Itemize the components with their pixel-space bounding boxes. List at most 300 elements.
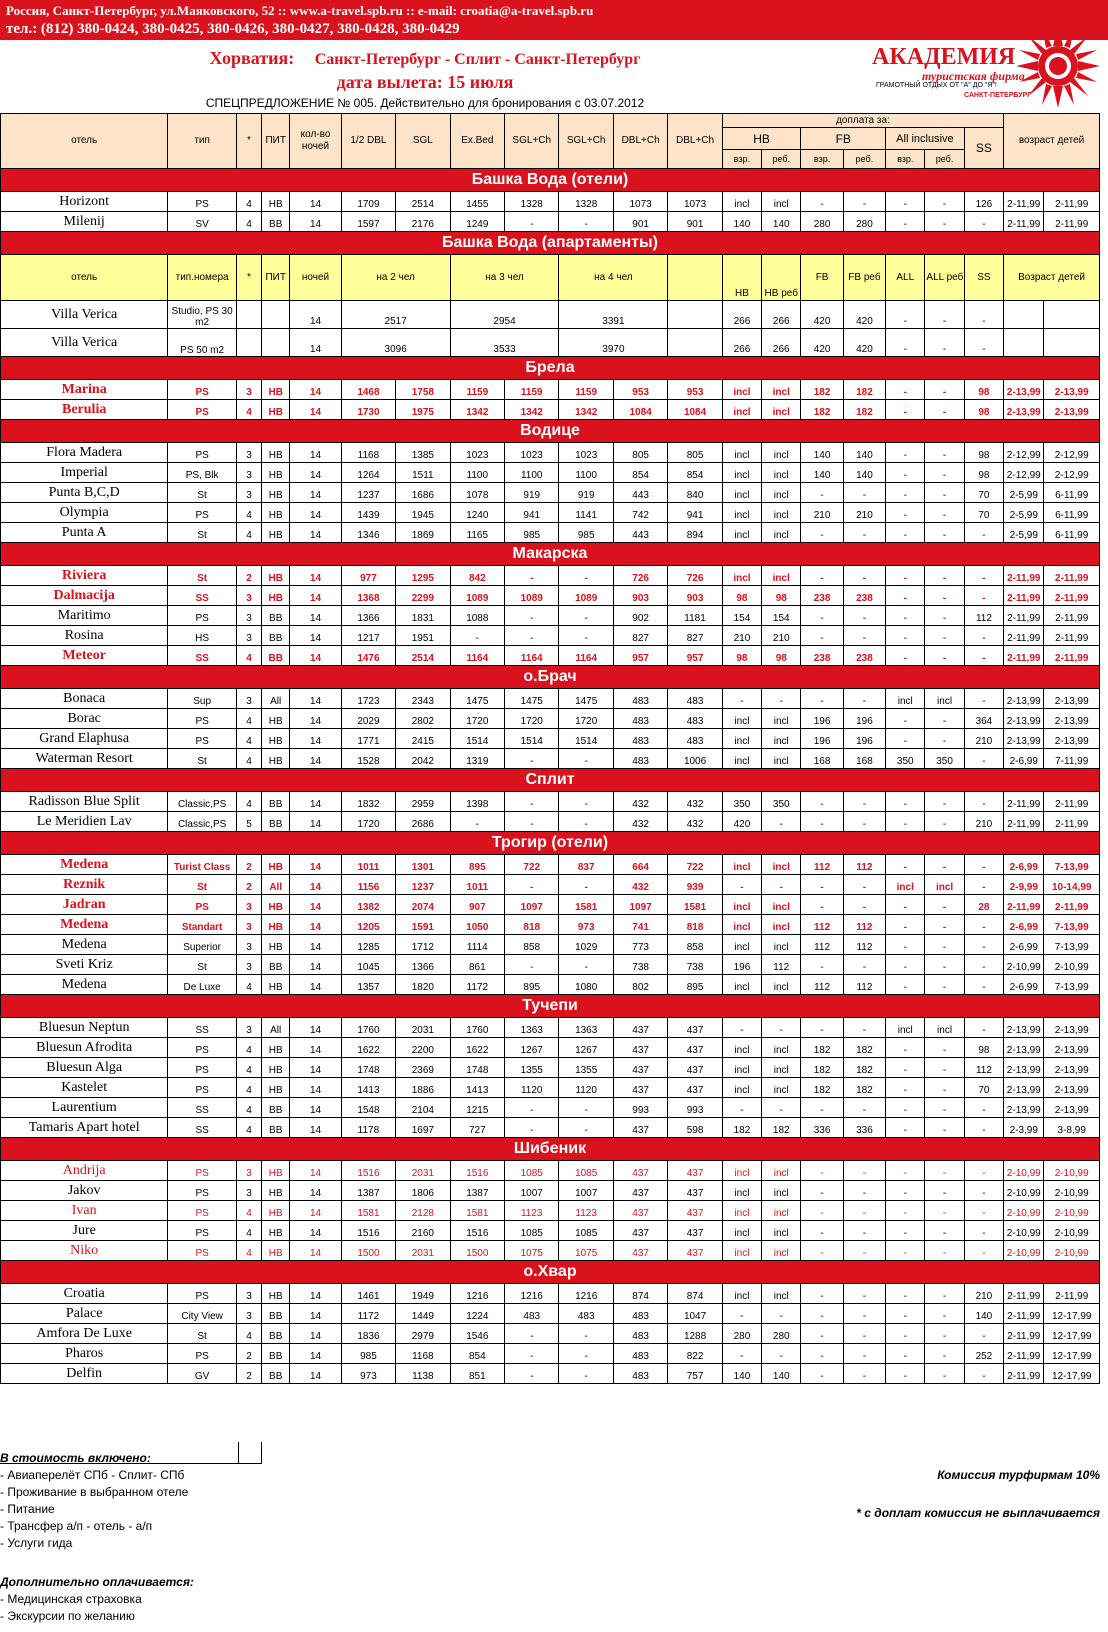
col-header: ночей (290, 255, 341, 301)
table-cell: - (886, 400, 925, 420)
hotel-name: Croatia (1, 1284, 168, 1304)
table-cell: 437 (613, 1078, 667, 1098)
table-row (1, 503, 1100, 523)
company-logo (872, 24, 1108, 104)
table-cell: 1084 (613, 400, 667, 420)
table-cell: 14 (290, 212, 341, 232)
table-cell: 1023 (450, 443, 504, 463)
table-cell: - (925, 1284, 964, 1304)
hotel-name: Flora Madera (1, 443, 168, 463)
table-cell: 1342 (450, 400, 504, 420)
table-cell: All (262, 875, 290, 895)
table-cell: 1449 (396, 1304, 450, 1324)
table-cell: BB (262, 1304, 290, 1324)
table-cell: 1328 (559, 192, 613, 212)
table-cell: 112 (801, 935, 843, 955)
table-cell: 112 (964, 1058, 1003, 1078)
table-cell: 5 (236, 812, 261, 832)
empty-cell (236, 301, 261, 329)
table-cell: BB (262, 626, 290, 646)
table-cell: 1159 (505, 380, 559, 400)
table-cell: HB (262, 1161, 290, 1181)
hotel-name: Punta A (1, 523, 168, 543)
table-cell: 2299 (396, 586, 450, 606)
table-cell: - (801, 1324, 843, 1344)
table-cell: incl (762, 729, 801, 749)
table-cell: 437 (613, 1058, 667, 1078)
table-cell: - (964, 1241, 1003, 1261)
table-cell: - (925, 503, 964, 523)
table-cell: 112 (964, 606, 1003, 626)
table-cell: St (168, 523, 237, 543)
table-cell: 437 (613, 1018, 667, 1038)
col-price-header: DBL+Ch (613, 114, 667, 169)
table-cell: 2-11,99 (1044, 792, 1100, 812)
table-cell: 1164 (505, 646, 559, 666)
hotel-name: Bluesun Alga (1, 1058, 168, 1078)
table-cell: - (925, 1324, 964, 1344)
col-price-header: Ex.Bed (450, 114, 504, 169)
col-header: SS (964, 255, 1003, 301)
table-cell: 2514 (396, 646, 450, 666)
table-cell: 2-11,99 (1044, 586, 1100, 606)
table-cell: SS (168, 586, 237, 606)
table-cell: - (925, 463, 964, 483)
table-cell: - (886, 792, 925, 812)
table-row (1, 1161, 1100, 1181)
table-cell: 2-13,99 (1044, 1018, 1100, 1038)
col-header: HB (722, 255, 761, 301)
table-cell: St (168, 749, 237, 769)
table-row (1, 192, 1100, 212)
table-cell: 1216 (505, 1284, 559, 1304)
table-cell: 802 (613, 975, 667, 995)
table-cell: 973 (559, 915, 613, 935)
table-cell: - (843, 626, 885, 646)
table-cell: 252 (964, 1344, 1003, 1364)
section-title: Водице (1, 420, 1100, 443)
table-cell: 1237 (341, 483, 395, 503)
table-cell: 12-17,99 (1044, 1344, 1100, 1364)
table-cell: incl (762, 483, 801, 503)
table-cell: - (925, 729, 964, 749)
table-cell: 112 (843, 935, 885, 955)
table-cell: 2-11,99 (1044, 646, 1100, 666)
table-cell: PS (168, 895, 237, 915)
empty-cell (1004, 301, 1044, 329)
col-header: * (236, 255, 261, 301)
table-cell: - (886, 1038, 925, 1058)
table-cell: 837 (559, 855, 613, 875)
section-title: о.Хвар (1, 1261, 1100, 1284)
table-cell: 2-13,99 (1004, 1078, 1044, 1098)
table-cell: 1528 (341, 749, 395, 769)
hb-header: HB (722, 128, 801, 150)
table-cell: 4 (236, 503, 261, 523)
table-cell: 3 (236, 689, 261, 709)
table-cell: 2-11,99 (1044, 212, 1100, 232)
table-row (1, 443, 1100, 463)
table-cell: - (886, 1161, 925, 1181)
table-cell: 4 (236, 1098, 261, 1118)
hotel-name: Rosina (1, 626, 168, 646)
table-cell: 196 (801, 729, 843, 749)
table-cell: 6-11,99 (1044, 503, 1100, 523)
table-cell: - (925, 709, 964, 729)
table-cell: 14 (290, 1018, 341, 1038)
table-cell: 2-11,99 (1044, 626, 1100, 646)
table-cell: - (964, 329, 1003, 357)
table-cell: 1164 (559, 646, 613, 666)
table-cell: - (762, 1018, 801, 1038)
table-cell: 154 (722, 606, 761, 626)
table-cell: 2-6,99 (1004, 915, 1044, 935)
table-cell: 1945 (396, 503, 450, 523)
table-cell: incl (762, 709, 801, 729)
table-cell: 1357 (341, 975, 395, 995)
table-cell: 14 (290, 935, 341, 955)
table-cell: 437 (613, 1038, 667, 1058)
table-cell: 2-11,99 (1004, 566, 1044, 586)
table-cell: - (801, 792, 843, 812)
hotel-name: Pharos (1, 1344, 168, 1364)
table-cell: 1085 (505, 1221, 559, 1241)
table-cell: 437 (613, 1161, 667, 1181)
table-row (1, 586, 1100, 606)
table-cell: HB (262, 400, 290, 420)
table-cell: 2-13,99 (1004, 729, 1044, 749)
table-cell: 14 (290, 915, 341, 935)
table-cell: - (843, 606, 885, 626)
table-cell: incl (722, 729, 761, 749)
hotel-name: Milenij (1, 212, 168, 232)
table-cell: 483 (613, 1304, 667, 1324)
table-cell: 443 (613, 483, 667, 503)
table-cell: St (168, 875, 237, 895)
table-cell: 757 (668, 1364, 722, 1384)
table-cell: 907 (450, 895, 504, 915)
table-row (1, 463, 1100, 483)
table-cell: incl (762, 463, 801, 483)
commission-footnote: * с доплат комиссия не выплачивается (856, 1506, 1100, 1520)
table-cell: 14 (290, 1078, 341, 1098)
table-cell: - (886, 212, 925, 232)
hotel-name: Riviera (1, 566, 168, 586)
hotel-name: Palace (1, 1304, 168, 1324)
table-cell: incl (762, 1221, 801, 1241)
table-cell: 861 (450, 955, 504, 975)
table-cell: 2-13,99 (1004, 1058, 1044, 1078)
table-cell: BB (262, 1098, 290, 1118)
table-cell: 1363 (559, 1018, 613, 1038)
table-cell: - (505, 1118, 559, 1138)
hotel-name: Imperial (1, 463, 168, 483)
table-cell: 210 (722, 626, 761, 646)
table-cell: 1178 (341, 1118, 395, 1138)
table-cell: 985 (341, 1344, 395, 1364)
table-cell: 14 (290, 192, 341, 212)
table-cell: 1949 (396, 1284, 450, 1304)
table-cell: PS (168, 1201, 237, 1221)
table-cell: 196 (801, 709, 843, 729)
table-cell: 14 (290, 646, 341, 666)
hotel-name: Andrija (1, 1161, 168, 1181)
table-cell: 3 (236, 1284, 261, 1304)
table-cell: 2-11,99 (1004, 192, 1044, 212)
table-cell: GV (168, 1364, 237, 1384)
table-cell: - (722, 1344, 761, 1364)
table-cell: 14 (290, 955, 341, 975)
hotel-name: Bonaca (1, 689, 168, 709)
table-cell: - (505, 1324, 559, 1344)
table-cell: HB (262, 729, 290, 749)
table-cell: 2-13,99 (1004, 709, 1044, 729)
table-cell: 2200 (396, 1038, 450, 1058)
table-cell: 1172 (341, 1304, 395, 1324)
table-cell: 1514 (505, 729, 559, 749)
table-cell: 1511 (396, 463, 450, 483)
table-cell: PS (168, 729, 237, 749)
section-title: Тучепи (1, 995, 1100, 1018)
table-cell: - (843, 192, 885, 212)
table-cell: 1712 (396, 935, 450, 955)
table-cell: 14 (290, 709, 341, 729)
table-cell: 726 (613, 566, 667, 586)
table-cell: - (925, 1181, 964, 1201)
table-cell: 1516 (450, 1161, 504, 1181)
table-cell: 1581 (559, 895, 613, 915)
table-cell: - (964, 1018, 1003, 1038)
table-cell: - (843, 1364, 885, 1384)
table-cell: Classic,PS (168, 812, 237, 832)
table-cell: 432 (613, 875, 667, 895)
table-cell: - (886, 1241, 925, 1261)
table-cell: 2-13,99 (1044, 400, 1100, 420)
table-cell: 1285 (341, 935, 395, 955)
table-row (1, 301, 1100, 329)
table-cell: 1165 (450, 523, 504, 543)
table-cell: 140 (801, 463, 843, 483)
table-cell: Turist Class (168, 855, 237, 875)
table-cell: 2-10,99 (1004, 1221, 1044, 1241)
table-cell: 1686 (396, 483, 450, 503)
table-cell: 483 (613, 749, 667, 769)
table-cell: 14 (290, 1038, 341, 1058)
table-cell: - (886, 895, 925, 915)
table-cell: 993 (668, 1098, 722, 1118)
hotel-name: Villa Verica (1, 329, 168, 357)
table-cell: 12-17,99 (1044, 1364, 1100, 1384)
table-cell: - (722, 1304, 761, 1324)
table-cell: - (886, 1201, 925, 1221)
included-item: - Проживание в выбранном отеле (0, 1485, 189, 1499)
table-cell: 2128 (396, 1201, 450, 1221)
section-title: Шибеник (1, 1138, 1100, 1161)
table-cell: Classic,PS (168, 792, 237, 812)
table-cell: incl (722, 1241, 761, 1261)
table-cell: 4 (236, 1201, 261, 1221)
table-cell: 2-13,99 (1004, 1098, 1044, 1118)
route-title: Санкт-Петербург - Сплит - Санкт-Петербург (314, 51, 641, 68)
hotel-name: Tamaris Apart hotel (1, 1118, 168, 1138)
table-cell: PS (168, 1241, 237, 1261)
table-cell: - (801, 1284, 843, 1304)
table-cell: 1084 (668, 400, 722, 420)
table-row (1, 1038, 1100, 1058)
table-cell: - (925, 400, 964, 420)
table-cell: - (559, 1118, 613, 1138)
table-cell: - (925, 626, 964, 646)
table-cell: 336 (843, 1118, 885, 1138)
table-cell: 266 (722, 329, 761, 357)
table-cell: - (925, 915, 964, 935)
table-cell: 1951 (396, 626, 450, 646)
table-cell: 4 (236, 975, 261, 995)
table-cell: HB (262, 1221, 290, 1241)
table-cell: 818 (668, 915, 722, 935)
table-cell: 182 (843, 1058, 885, 1078)
table-cell: 939 (668, 875, 722, 895)
table-cell: 437 (668, 1058, 722, 1078)
table-cell: - (964, 749, 1003, 769)
hotel-name: Dalmacija (1, 586, 168, 606)
col-star-header: * (236, 114, 261, 169)
table-cell: - (925, 646, 964, 666)
table-cell: - (925, 606, 964, 626)
table-cell: - (559, 1364, 613, 1384)
table-cell: 437 (668, 1161, 722, 1181)
table-cell: 1089 (505, 586, 559, 606)
table-cell: HB (262, 192, 290, 212)
table-row (1, 1304, 1100, 1324)
table-cell: 182 (801, 1058, 843, 1078)
table-cell: - (762, 875, 801, 895)
table-cell: 742 (613, 503, 667, 523)
hotel-name: Punta B,C,D (1, 483, 168, 503)
table-cell: incl (762, 895, 801, 915)
table-cell: 2 (236, 566, 261, 586)
table-cell: incl (762, 1284, 801, 1304)
table-cell: 854 (613, 463, 667, 483)
table-cell: 3 (236, 626, 261, 646)
table-cell: 126 (964, 192, 1003, 212)
hotel-name: Reznik (1, 875, 168, 895)
table-cell: PS (168, 380, 237, 400)
table-cell: - (722, 1018, 761, 1038)
col-nights-header: кол-во ночей (290, 114, 341, 169)
fb-header: FB (801, 128, 886, 150)
table-cell: - (843, 689, 885, 709)
hotel-name: Sveti Kriz (1, 955, 168, 975)
table-cell: SS (168, 1098, 237, 1118)
table-cell: 1355 (505, 1058, 559, 1078)
table-cell: - (964, 1201, 1003, 1221)
table-cell: 2-13,99 (1004, 380, 1044, 400)
table-cell: - (886, 855, 925, 875)
table-cell: 1045 (341, 955, 395, 975)
table-cell: 3-8,99 (1044, 1118, 1100, 1138)
table-cell: 1073 (613, 192, 667, 212)
table-cell: 851 (450, 1364, 504, 1384)
table-cell: 483 (505, 1304, 559, 1324)
phone-line: тел.: (812) 380-0424, 380-0425, 380-0426, 380-0427, 380-0428, 380-0429 (6, 21, 460, 37)
table-cell: 7-13,99 (1044, 855, 1100, 875)
table-cell: 350 (762, 792, 801, 812)
table-cell: 2-13,99 (1004, 1038, 1044, 1058)
table-cell: 154 (762, 606, 801, 626)
table-cell: 1591 (396, 915, 450, 935)
col-header: на 3 чел (450, 255, 559, 301)
table-cell: HB (262, 566, 290, 586)
special-offer-line: СПЕЦПРЕДЛОЖЕНИЕ № 005. Действительно для бронирования с 03.07.2012 (205, 96, 645, 110)
table-cell: 483 (668, 709, 722, 729)
table-cell: - (925, 1118, 964, 1138)
table-cell: 1720 (450, 709, 504, 729)
table-cell: incl (722, 566, 761, 586)
hotel-name: Le Meridien Lav (1, 812, 168, 832)
table-cell: 2-10,99 (1004, 955, 1044, 975)
table-cell: 1771 (341, 729, 395, 749)
table-cell: 2-13,99 (1044, 1078, 1100, 1098)
col-header: Возраст детей (1004, 255, 1100, 301)
table-cell: - (505, 1098, 559, 1118)
table-cell: BB (262, 606, 290, 626)
table-cell: 437 (668, 1201, 722, 1221)
table-cell: incl (762, 192, 801, 212)
table-cell: - (964, 975, 1003, 995)
table-cell: 336 (801, 1118, 843, 1138)
table-cell: 14 (290, 1284, 341, 1304)
table-cell: 1475 (505, 689, 559, 709)
table-cell: - (886, 1304, 925, 1324)
table-cell: - (843, 523, 885, 543)
table-cell: 3 (236, 380, 261, 400)
table-cell: 2-13,99 (1044, 729, 1100, 749)
table-cell: 14 (290, 400, 341, 420)
table-cell: 1114 (450, 935, 504, 955)
table-cell: - (505, 812, 559, 832)
table-cell: 1760 (341, 1018, 395, 1038)
table-cell: - (762, 1344, 801, 1364)
col-header: ALL (886, 255, 925, 301)
table-cell: - (925, 935, 964, 955)
table-cell: 1097 (613, 895, 667, 915)
table-cell: 1100 (505, 463, 559, 483)
table-cell: - (925, 1161, 964, 1181)
table-cell: 973 (341, 1364, 395, 1384)
table-cell: 902 (613, 606, 667, 626)
table-cell: 822 (668, 1344, 722, 1364)
table-cell: incl (722, 443, 761, 463)
table-cell: 1172 (450, 975, 504, 995)
table-cell: 2-13,99 (1044, 380, 1100, 400)
table-cell: - (925, 586, 964, 606)
table-cell: 664 (613, 855, 667, 875)
table-cell: 14 (290, 1324, 341, 1344)
table-cell: 437 (668, 1018, 722, 1038)
table-cell: 1387 (450, 1181, 504, 1201)
hotel-name: Maritimo (1, 606, 168, 626)
table-cell: HB (262, 586, 290, 606)
hotel-name: Villa Verica (1, 301, 168, 329)
table-cell: HS (168, 626, 237, 646)
col-header: FB реб (843, 255, 885, 301)
table-cell: - (925, 566, 964, 586)
table-cell: 1413 (450, 1078, 504, 1098)
col-header: на 2 чел (341, 255, 450, 301)
empty-cell (262, 301, 290, 329)
table-cell: - (925, 1304, 964, 1324)
